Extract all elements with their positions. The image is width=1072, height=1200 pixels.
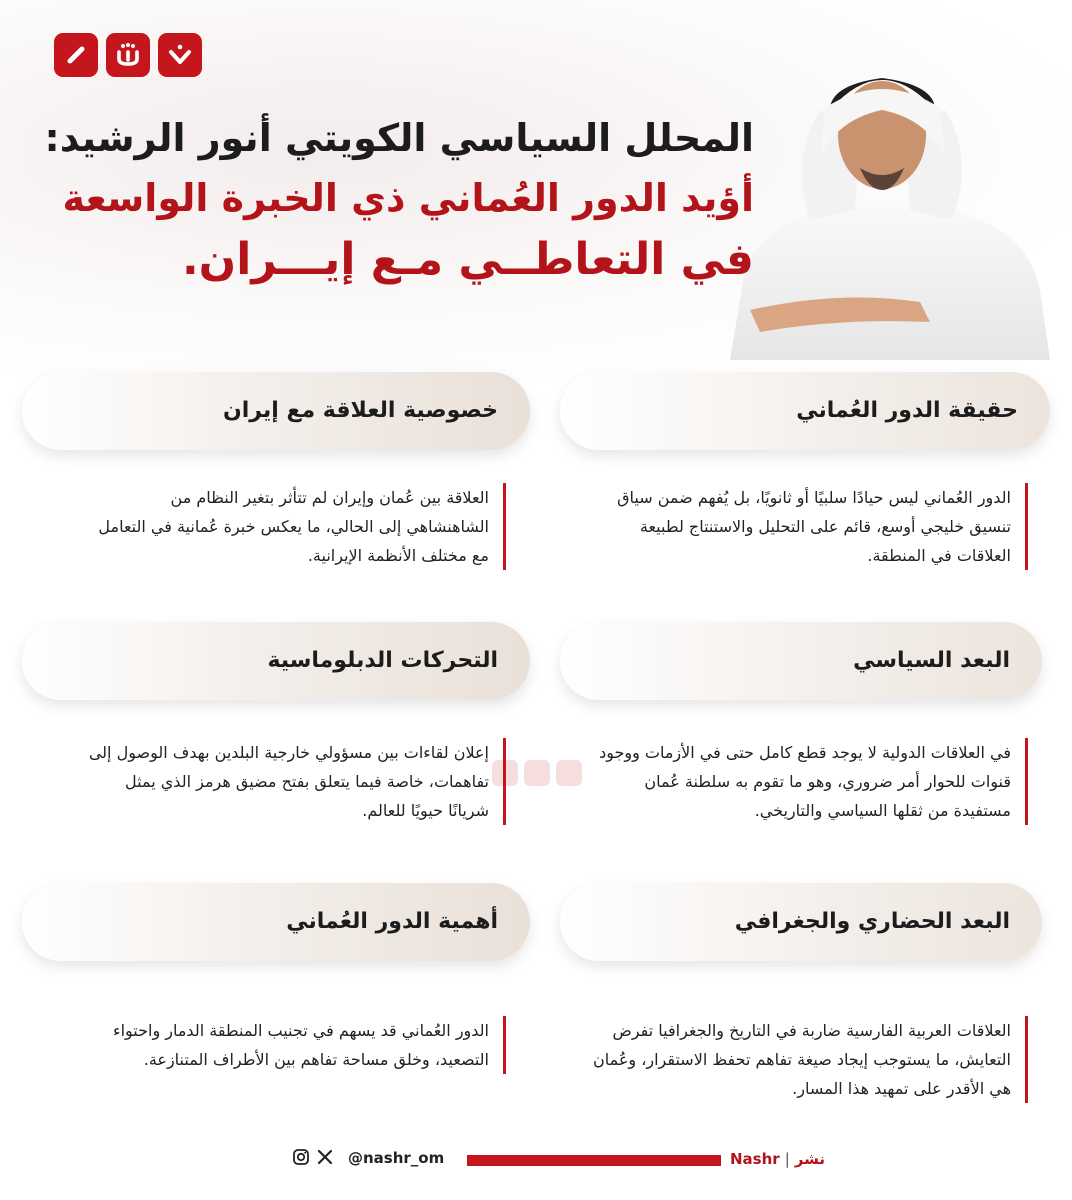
brand-separator: |	[784, 1150, 790, 1168]
instagram-icon[interactable]	[292, 1148, 310, 1166]
logo-tile-icon	[158, 33, 202, 77]
headline-line-3: في التعاطــي مـع إيـــران.	[181, 234, 754, 285]
section-title-omani-role-importance: أهمية الدور العُماني	[22, 883, 530, 961]
section-body-iran-relationship: العلاقة بين عُمان وإيران لم تتأثر بتغير النظام من الشاهنشاهي إلى الحالي، ما يعكس خبرة عُمانية في التعامل مع مختلف الأنظمة الإيرانية.	[94, 483, 506, 570]
headline-line-1: المحلل السياسي الكويتي أنور الرشيد:	[44, 116, 754, 160]
logo-tile-icon	[54, 33, 98, 77]
nashr-logo	[54, 33, 202, 77]
brand-name-en: Nashr	[730, 1150, 780, 1168]
footer-brand	[730, 1150, 825, 1168]
logo-tile-icon	[106, 33, 150, 77]
section-body-omani-role-reality: الدور العُماني ليس حيادًا سلبيًا أو ثانويًا، بل يُفهم ضمن سياق تنسيق خليجي أوسع، قائم على التحليل والاستنتاج لطبيعة العلاقات في المنطقة.	[600, 483, 1028, 570]
section-body-diplomatic-moves: إعلان لقاءات بين مسؤولي خارجية البلدين بهدف الوصول إلى تفاهمات، خاصة فيما يتعلق بفتح مضيق هرمز الذي يمثل شريانًا حيويًا للعالم.	[80, 738, 506, 825]
brand-name-ar: نشر	[794, 1150, 825, 1168]
section-title-civilizational-geographic: البعد الحضاري والجغرافي	[560, 883, 1042, 961]
headline-line-2: أؤيد الدور العُماني ذي الخبرة الواسعة	[62, 176, 754, 220]
section-title-omani-role-reality: حقيقة الدور العُماني	[560, 372, 1050, 450]
headline	[34, 108, 754, 292]
section-body-political-dimension: في العلاقات الدولية لا يوجد قطع كامل حتى في الأزمات ووجود قنوات للحوار أمر ضروري، وهو ما تقوم به سلطنة عُمان مستفيدة من ثقلها السياسي والتاريخي.	[582, 738, 1028, 825]
x-icon[interactable]	[316, 1148, 334, 1166]
section-body-civilizational-geographic: العلاقات العربية الفارسية ضاربة في التاريخ والجغرافيا تفرض التعايش، ما يستوجب إيجاد صيغة تفاهم تحفظ الاستقرار، وعُمان هي الأقدر على تمهيد هذا المسار.	[582, 1016, 1028, 1103]
logo-watermark	[492, 760, 582, 786]
section-title-political-dimension: البعد السياسي	[560, 622, 1042, 700]
footer-red-bar	[467, 1155, 721, 1166]
social-handle[interactable]: @nashr_om	[348, 1149, 445, 1167]
social-icons	[292, 1148, 334, 1166]
section-title-iran-relationship: خصوصية العلاقة مع إيران	[22, 372, 530, 450]
section-body-omani-role-importance: الدور العُماني قد يسهم في تجنيب المنطقة الدمار واحتواء التصعيد، وخلق مساحة تفاهم بين الأطراف المتنازعة.	[94, 1016, 506, 1074]
section-title-diplomatic-moves: التحركات الدبلوماسية	[22, 622, 530, 700]
